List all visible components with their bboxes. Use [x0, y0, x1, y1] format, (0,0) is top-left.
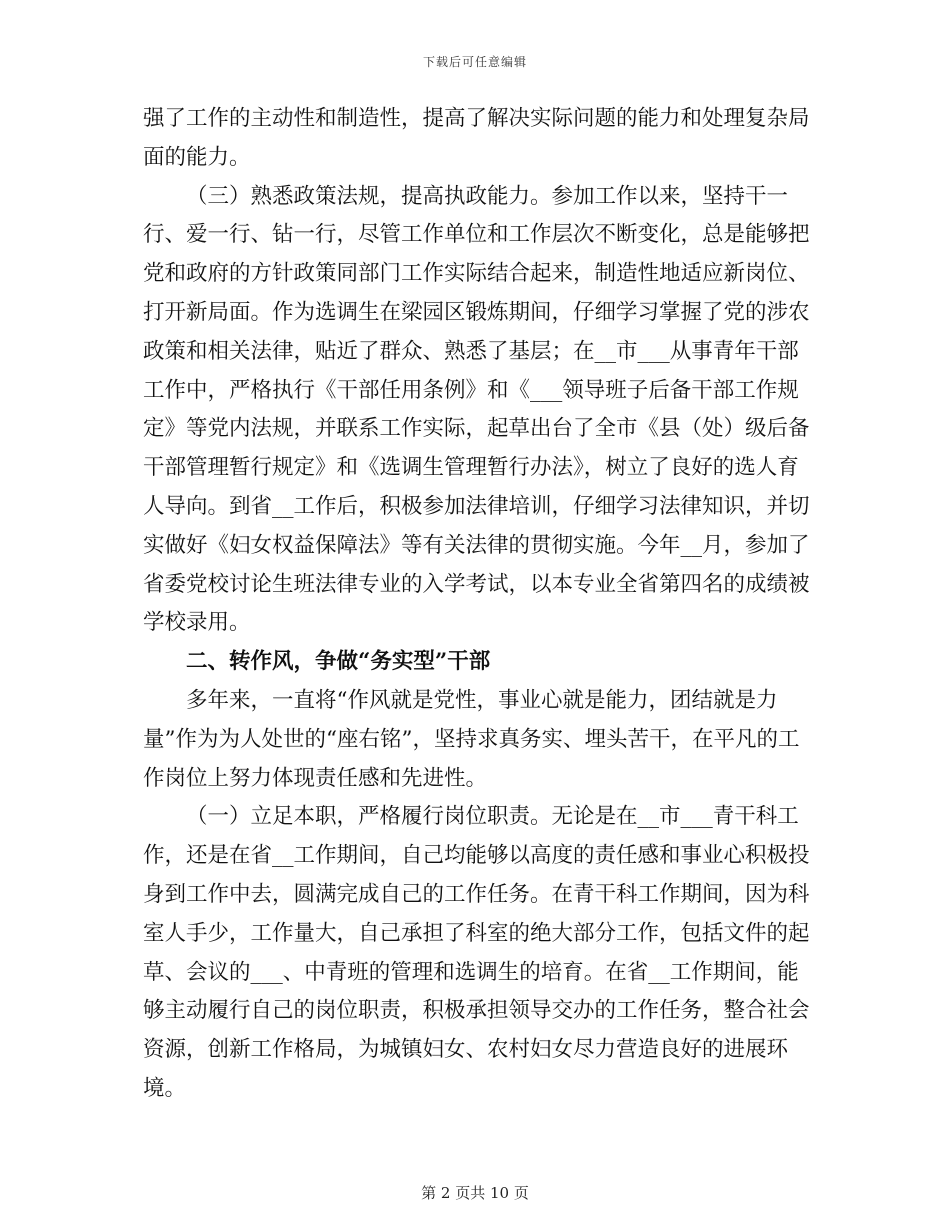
section-heading: 二、转作风，争做“务实型”干部 [186, 649, 491, 675]
paragraph-duties: （一）立足本职，严格履行岗位职责。无论是在__市___青干科工作，还是在省__工作期间，自己均能够以高度的责任感和事业心积极投身到工作中去，圆满完成自己的工作任务。在青干科工作期间，因为科室人手少，工作量大，自己承担了科室的绝大部分工作，包括文件的起草、会议的___、中青班的管理和选调生的培育。在省__工作期间，能够主动履行自己的岗位职责，积极承担领导交办的工作任务，整合社会资源，创新工作格局，为城镇妇女、农村妇女尽力营造良好的进展环境。 [143, 804, 810, 1101]
paragraph-continuation: 强了工作的主动性和制造性，提高了解决实际问题的能力和处理复杂局面的能力。 [143, 106, 810, 170]
paragraph-work-style: 多年来，一直将“作风就是党性，事业心就是能力，团结就是力量”作为为人处世的“座右铭”，坚持求真务实、埋头苦干，在平凡的工作岗位上努力体现责任感和先进性。 [143, 687, 800, 791]
document-body [143, 100, 818, 1109]
page-header: 下载后可任意编辑 [422, 55, 527, 69]
page-number: 第 2 页共 10 页 [421, 1184, 529, 1202]
paragraph-policy-laws: （三）熟悉政策法规，提高执政能力。参加工作以来，坚持干一行、爱一行、钻一行，尽管工作单位和工作层次不断变化，总是能够把党和政府的方针政策同部门工作实际结合起来，制造性地适应新岗位、打开新局面。作为选调生在梁园区锻炼期间，仔细学习掌握了党的涉农政策和相关法律，贴近了群众、熟悉了基层；在__市___从事青年干部工作中，严格执行《干部任用条例》和《___领导班子后备干部工作规定》等党内法规，并联系工作实际，起草出台了全市《县（处）级后备干部管理暂行规定》和《选调生管理暂行办法》，树立了良好的选人育人导向。到省__工作后，积极参加法律培训，仔细学习法律知识，并切实做好《妇女权益保障法》等有关法律的贯彻实施。今年__月，参加了省委党校讨论生班法律专业的入学考试，以本专业全省第四名的成绩被学校录用。 [143, 183, 810, 636]
